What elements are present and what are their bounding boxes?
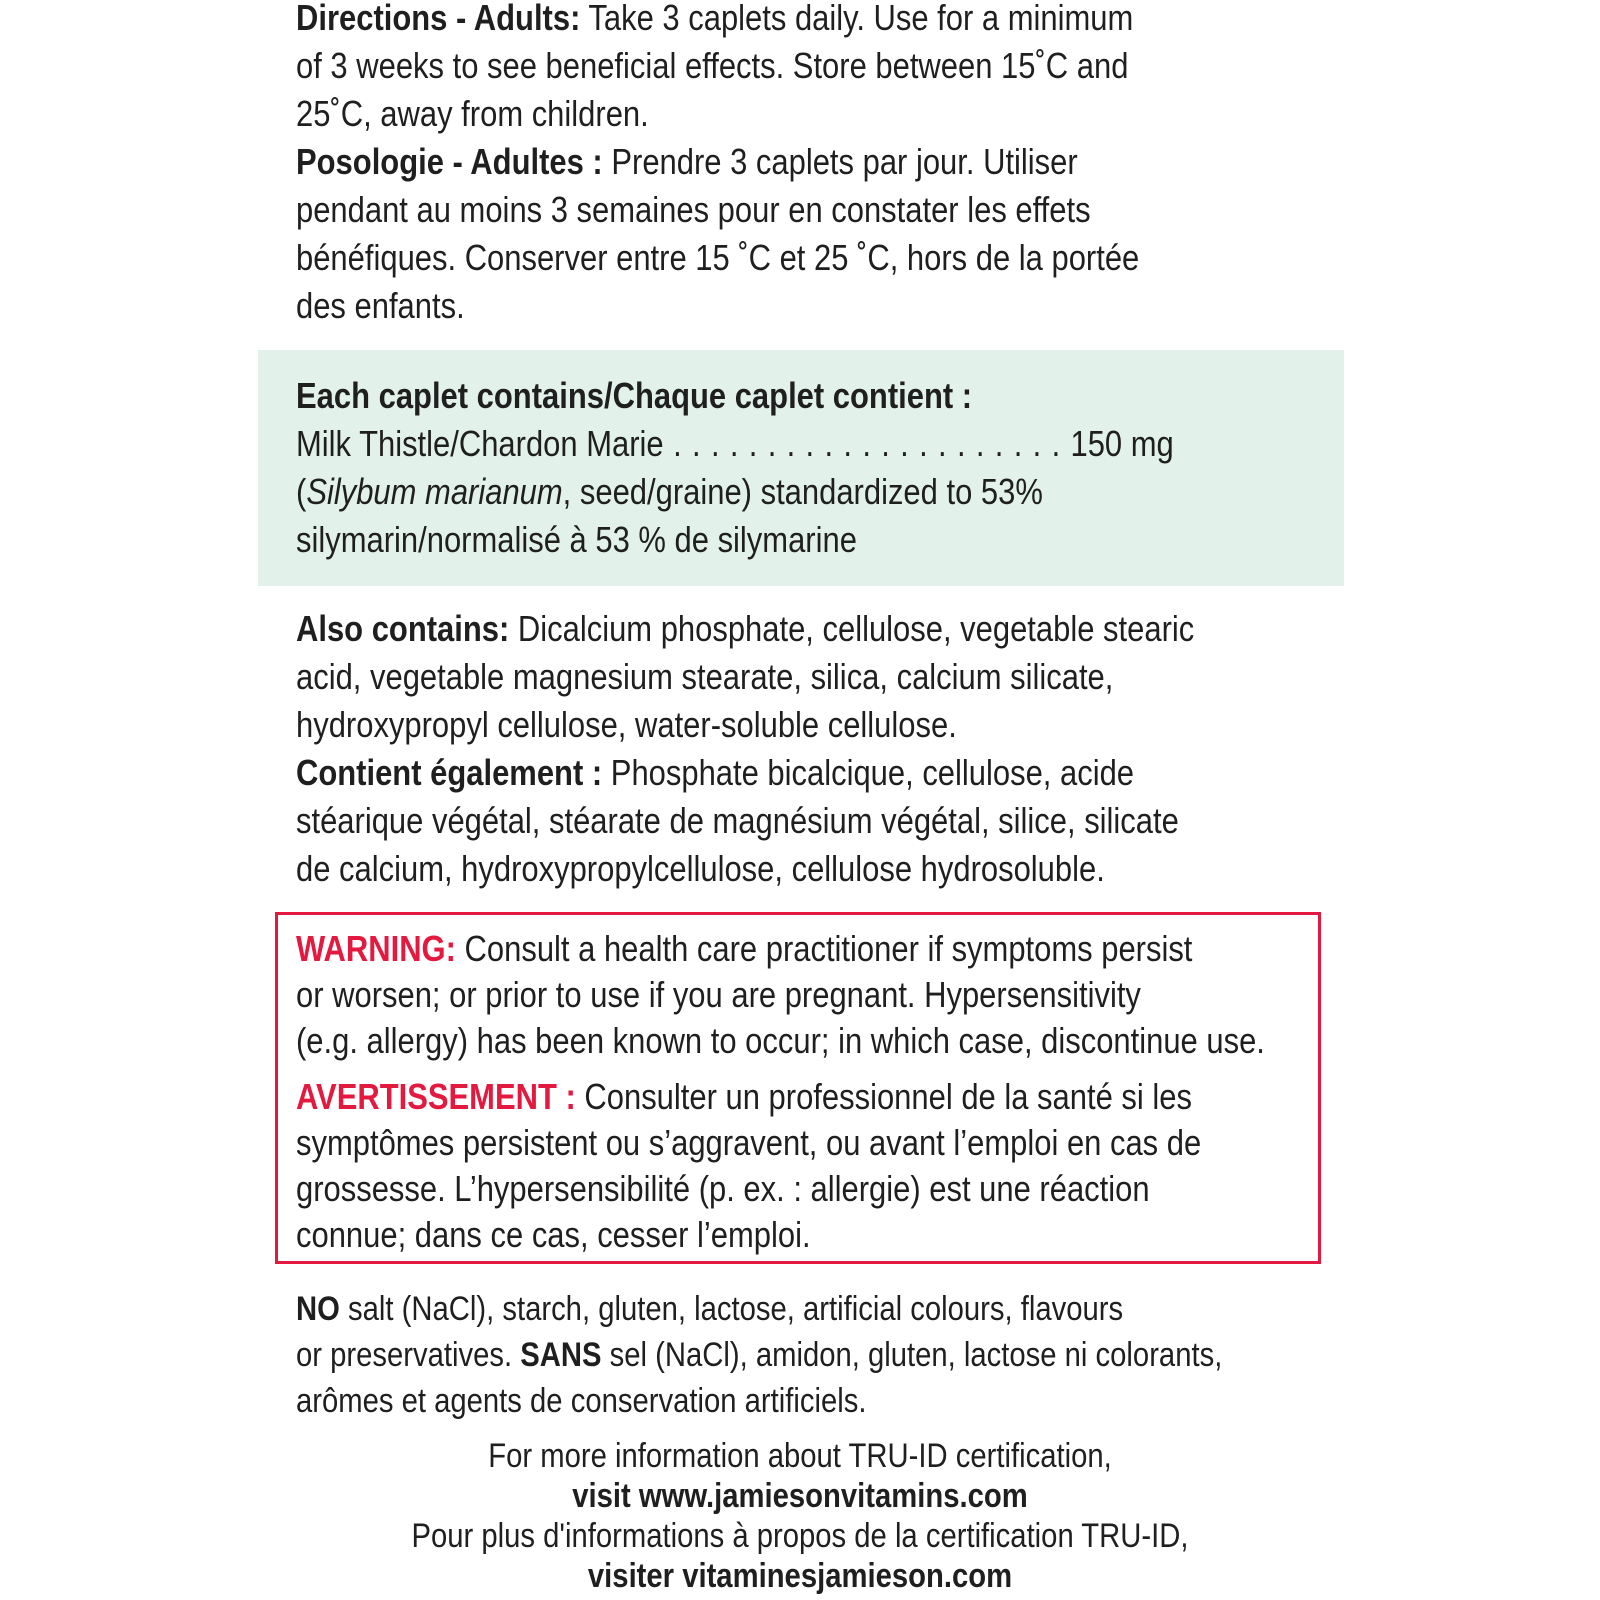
latin-name: Silybum marianum (306, 471, 563, 512)
sans-label: SANS (520, 1336, 602, 1374)
ingredients-text (296, 372, 1311, 564)
avertissement-heading: AVERTISSEMENT : (296, 1076, 576, 1117)
ingredient-dots: . . . . . . . . . . . . . . . . . . . . . (663, 423, 1071, 464)
ingredient-standardization-line: silymarin/normalisé à 53 % de silymarine (296, 519, 857, 560)
footer (0, 1436, 1600, 1596)
directions-fr-line4: des enfants. (296, 285, 465, 326)
ingredient-amount: 150 mg (1070, 423, 1174, 464)
footer-info-fr: Pour plus d'informations à propos de la certification TRU-ID, (411, 1517, 1189, 1555)
free-from-section: NO salt (NaCl), starch, gluten, lactose, artificial colours, flavours or preservatives. SANS sel (NaCl), amidon, gluten, lactose ni colorants, arômes et agents de conservation artificiels. (296, 1290, 1223, 1420)
ingredients-heading: Each caplet contains/Chaque caplet contient : (296, 375, 973, 416)
directions-text (296, 0, 1311, 330)
directions-en-line2: of 3 weeks to see beneficial effects. Store between 15˚C and (296, 45, 1129, 86)
also-contains-en-heading: Also contains: (296, 608, 510, 649)
also-contains-fr-heading: Contient également : (296, 752, 603, 793)
footer-info-en: For more information about TRU-ID certification, (488, 1437, 1112, 1475)
directions-fr-heading: Posologie - Adultes : (296, 141, 603, 182)
directions-en-line1: Directions - Adults: Take 3 caplets daily. Use for a minimum (296, 0, 1311, 42)
directions-en-line3: 25˚C, away from children. (296, 93, 649, 134)
ingredient-name: Milk Thistle/Chardon Marie (296, 423, 664, 464)
warning-heading: WARNING: (296, 928, 456, 969)
ingredient-row (296, 420, 1311, 468)
directions-fr-line1: Posologie - Adultes : Prendre 3 caplets par jour. Utiliser (296, 141, 1078, 182)
directions-section (296, 0, 1306, 330)
also-contains-section (296, 605, 1306, 893)
also-contains-text: Also contains: Dicalcium phosphate, cellulose, vegetable stearic acid, vegetable magnesium stearate, silica, calcium silicate, hydroxypropyl cellulose, water-soluble cellulose. Contient également : Phosphate bicalcique, cellulose, acide stéarique végétal, stéarate de magnésium végétal, silice, silicate de calcium, hydroxypropylcellulose, cellulose hydrosoluble. (296, 608, 1195, 889)
footer-link-en[interactable]: visit www.jamiesonvitamins.com (572, 1477, 1028, 1515)
footer-link-fr[interactable]: visiter vitaminesjamieson.com (587, 1557, 1013, 1595)
warning-fr-section: AVERTISSEMENT : Consulter un professionnel de la santé si les symptômes persistent ou s’aggravent, ou avant l’emploi en cas de grossesse. L’hypersensibilité (p. ex. : allergie) est une réaction connue; dans ce cas, cesser l’emploi. (296, 1076, 1202, 1255)
ingredients-section (296, 372, 1306, 564)
ingredient-source-line: (Silybum marianum, seed/graine) standardized to 53% (296, 471, 1043, 512)
directions-fr-line3: bénéfiques. Conserver entre 15 ˚C et 25 ˚C, hors de la portée (296, 237, 1140, 278)
warning-en-section: WARNING: Consult a health care practitioner if symptoms persist or worsen; or prior to use if you are pregnant. Hypersensitivity (e.g. allergy) has been known to occur; in which case, discontinue use. (296, 928, 1265, 1061)
no-label: NO (296, 1290, 340, 1328)
directions-fr-line2: pendant au moins 3 semaines pour en constater les effets (296, 189, 1091, 230)
directions-en-heading: Directions - Adults: (296, 0, 581, 38)
